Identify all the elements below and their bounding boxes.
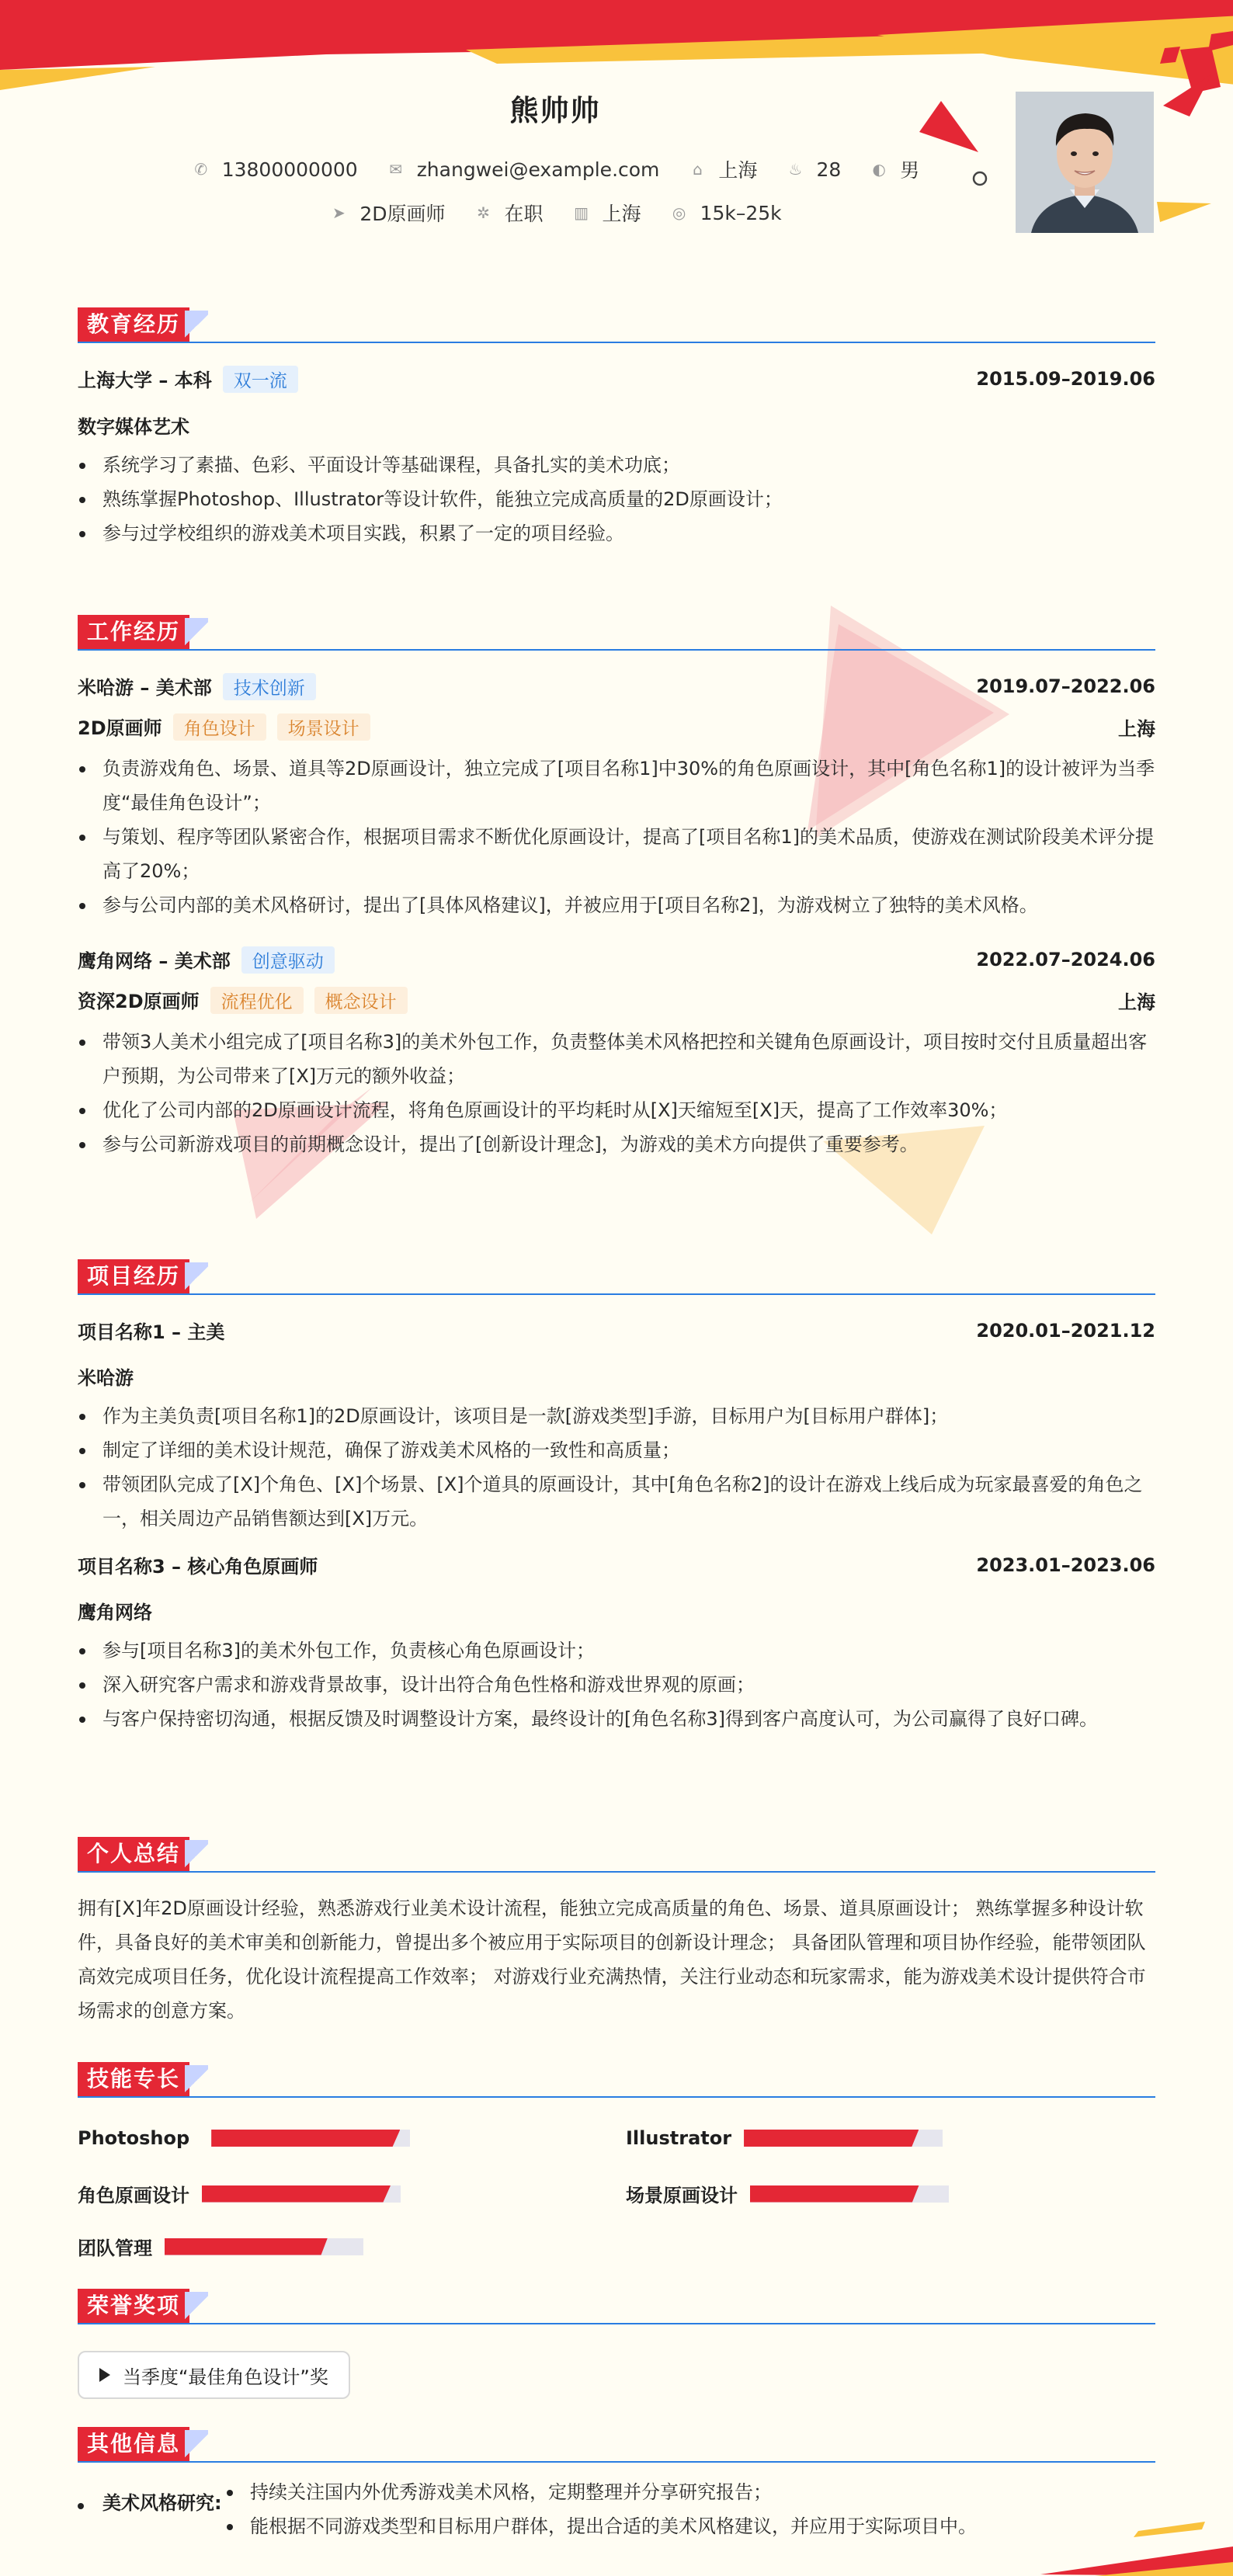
section-tail-decoration <box>185 618 208 649</box>
school-name: 上海大学 – 本科 <box>78 370 212 391</box>
company-tag: 技术创新 <box>223 673 316 700</box>
other-section <box>78 2427 1155 2543</box>
skill-name: 场景原画设计 <box>626 2185 738 2206</box>
list-item: 持续关注国内外优秀游戏美术风格，定期整理并分享研究报告； <box>225 2475 1155 2509</box>
loading-icon: ✲ <box>477 203 490 222</box>
work-bullets <box>78 752 1155 922</box>
education-row <box>78 365 1155 393</box>
list-item: 优化了公司内部的2D原画设计流程，将角色原画设计的平均耗时从[X]天缩短至[X]天，提高了工作效率30%； <box>78 1093 1155 1127</box>
candidate-name: 熊帅帅 <box>509 94 601 127</box>
school-tag: 双一流 <box>223 366 298 393</box>
email-info: ✉ zhangwei@example.com <box>386 158 660 181</box>
building-icon: ▥ <box>574 203 589 222</box>
section-divider <box>78 2096 1155 2098</box>
skill-name: 团队管理 <box>78 2238 152 2259</box>
list-item: 参与公司新游戏项目的前期概念设计，提出了[创新设计理念]，为游戏的美术方向提供了重要参考。 <box>78 1127 1155 1161</box>
list-item: 与策划、程序等团队紧密合作，根据项目需求不断优化原画设计，提高了[项目名称1]的美术品质，使游戏在测试阶段美术评分提高了20%； <box>78 820 1155 888</box>
work-bullets <box>78 1025 1155 1161</box>
company-name: 米哈游 – 美术部 <box>78 677 212 699</box>
work-item <box>78 946 1155 1161</box>
section-header <box>78 1837 1155 1873</box>
other-bullets <box>225 2475 1155 2543</box>
skill-bar <box>165 2238 363 2255</box>
project-date: 2023.01–2023.06 <box>976 1554 1155 1576</box>
list-item: 带领3人美术小组完成了[项目名称3]的美术外包工作，负责整体美术风格把控和关键角色原画设计，项目按时交付且质量超出客户预期，为公司带来了[X]万元的额外收益； <box>78 1025 1155 1093</box>
section-tail-decoration <box>185 311 208 342</box>
section-title: 教育经历 <box>78 307 189 342</box>
section-divider <box>78 1871 1155 1873</box>
position-info: ➤ 2D原画师 <box>328 199 445 227</box>
avatar <box>1016 92 1154 233</box>
cake-icon: ♨ <box>788 160 803 179</box>
section-header <box>78 1259 1155 1295</box>
projects-section <box>78 1259 1155 1736</box>
section-divider <box>78 2461 1155 2463</box>
project-bullets <box>78 1633 1155 1736</box>
other-label: 美术风格研究: <box>102 2492 222 2514</box>
city-info: ⌂ 上海 <box>687 155 757 183</box>
section-divider <box>78 2323 1155 2324</box>
awards-section <box>78 2289 1155 2397</box>
list-item: 参与过学校组织的游戏美术项目实践，积累了一定的项目经验。 <box>78 516 1155 550</box>
role-tag: 角色设计 <box>173 713 266 741</box>
work-section <box>78 615 1155 1161</box>
skill-item <box>78 2180 401 2207</box>
role-tag: 流程优化 <box>210 987 304 1014</box>
major: 数字媒体艺术 <box>78 416 189 438</box>
list-item: 与客户保持密切沟通，根据反馈及时调整设计方案，最终设计的[角色名称3]得到客户高度认可，为公司赢得了良好口碑。 <box>78 1702 1155 1736</box>
play-icon <box>99 2368 110 2382</box>
section-title: 技能专长 <box>78 2062 189 2096</box>
status-info: ✲ 在职 <box>474 199 544 227</box>
skill-name: Illustrator <box>626 2127 732 2149</box>
skill-item <box>626 2180 949 2207</box>
summary-text: 拥有[X]年2D原画设计经验，熟悉游戏行业美术设计流程，能独立完成高质量的角色、场景、道具原画设计； 熟练掌握多种设计软件，具备良好的美术审美和创新能力，曾提出多个被应用于实际项目的创新设计理念； 具备团队管理和项目协作经验，能带领团队高效完成项目任务，优化设计流程提高工作效率； 对游戏行业充满热情，关注行业动态和玩家需求，能为游戏美术设计提供符合市场需求的创意方案。 <box>78 1897 1146 2022</box>
list-item: 负责游戏角色、场景、道具等2D原画设计，独立完成了[项目名称1]中30%的角色原画设计，其中[角色名称1]的设计被评为当季度“最佳角色设计”； <box>78 752 1155 820</box>
role-tag: 场景设计 <box>277 713 370 741</box>
skill-bar-fill <box>211 2130 400 2147</box>
gender-icon: ◐ <box>872 160 886 179</box>
project-title: 项目名称1 – 主美 <box>78 1321 225 1343</box>
mail-icon: ✉ <box>389 160 403 179</box>
section-header <box>78 615 1155 651</box>
job-role: 资深2D原画师 <box>78 991 200 1012</box>
project-item <box>78 1317 1155 1536</box>
section-title: 项目经历 <box>78 1259 189 1293</box>
list-item: 参与公司内部的美术风格研讨，提出了[具体风格建议]，并被应用于[项目名称2]，为游戏树立了独特的美术风格。 <box>78 888 1155 922</box>
summary-section <box>78 1837 1155 2028</box>
company-tag: 创意驱动 <box>241 946 335 974</box>
company-name: 鹰角网络 – 美术部 <box>78 950 231 972</box>
send-icon: ➤ <box>332 203 346 222</box>
work-location: 上海 <box>1118 717 1155 740</box>
section-divider <box>78 649 1155 651</box>
project-date: 2020.01–2021.12 <box>976 1319 1155 1342</box>
education-section <box>78 307 1155 550</box>
age-info: ♨ 28 <box>785 158 841 181</box>
project-company: 米哈游 <box>78 1367 134 1389</box>
work-date: 2022.07–2024.06 <box>976 949 1155 970</box>
skill-bar <box>211 2130 410 2147</box>
project-item <box>78 1551 1155 1736</box>
skills-section <box>78 2062 1155 2259</box>
salary-info: ◎ 15k–25k <box>669 202 782 224</box>
section-divider <box>78 342 1155 343</box>
gender-info: ◐ 男 <box>869 155 919 183</box>
work-date: 2019.07–2022.06 <box>976 675 1155 697</box>
award-label: 当季度“最佳角色设计”奖 <box>123 2366 328 2388</box>
section-tail-decoration <box>185 1840 208 1871</box>
list-item: 作为主美负责[项目名称1]的2D原画设计，该项目是一款[游戏类型]手游，目标用户为[目标用户群体]； <box>78 1399 1155 1433</box>
section-tail-decoration <box>185 2430 208 2461</box>
education-bullets <box>78 448 1155 550</box>
skill-item <box>626 2127 943 2149</box>
job-intent-row <box>78 199 1033 227</box>
project-company: 鹰角网络 <box>78 1602 152 1623</box>
bullet-dot <box>78 2503 84 2509</box>
section-header <box>78 2289 1155 2324</box>
project-bullets <box>78 1399 1155 1536</box>
list-item: 系统学习了素描、色彩、平面设计等基础课程，具备扎实的美术功底； <box>78 448 1155 482</box>
home-icon: ⌂ <box>693 160 703 179</box>
section-tail-decoration <box>185 1262 208 1293</box>
money-icon: ◎ <box>672 203 686 222</box>
phone-info: ✆ 13800000000 <box>191 158 358 181</box>
list-item: 制定了详细的美术设计规范，确保了游戏美术风格的一致性和高质量； <box>78 1433 1155 1467</box>
skill-bar-fill <box>165 2238 328 2255</box>
role-tag: 概念设计 <box>314 987 408 1014</box>
skill-bar <box>744 2130 943 2147</box>
list-item: 能根据不同游戏类型和目标用户群体，提出合适的美术风格建议，并应用于实际项目中。 <box>225 2509 1155 2543</box>
portrait-image <box>1016 92 1154 233</box>
section-title: 荣誉奖项 <box>78 2289 189 2323</box>
list-item: 熟练掌握Photoshop、Illustrator等设计软件，能独立完成高质量的2D原画设计； <box>78 482 1155 516</box>
section-header <box>78 2062 1155 2098</box>
skill-bar-fill <box>744 2130 919 2147</box>
list-item: 参与[项目名称3]的美术外包工作，负责核心角色原画设计； <box>78 1633 1155 1668</box>
contact-row <box>78 155 1033 183</box>
work-item <box>78 672 1155 922</box>
section-header <box>78 307 1155 343</box>
section-title: 工作经历 <box>78 615 189 649</box>
other-item <box>78 2475 1155 2543</box>
skill-bar <box>202 2185 401 2203</box>
phone-icon: ✆ <box>194 160 208 179</box>
skill-item <box>78 2127 410 2149</box>
education-date: 2015.09–2019.06 <box>976 368 1155 390</box>
section-title: 其他信息 <box>78 2427 189 2461</box>
list-item: 带领团队完成了[X]个角色、[X]个场景、[X]个道具的原画设计，其中[角色名称2]的设计在游戏上线后成为玩家最喜爱的角色之一，相关周边产品销售额达到[X]万元。 <box>78 1467 1155 1536</box>
project-title: 项目名称3 – 核心角色原画师 <box>78 1556 318 1578</box>
section-tail-decoration <box>185 2065 208 2096</box>
section-divider <box>78 1293 1155 1295</box>
skill-bar-fill <box>202 2185 391 2203</box>
work-city-info: ▥ 上海 <box>571 199 641 227</box>
section-header <box>78 2427 1155 2463</box>
skill-name: 角色原画设计 <box>78 2185 189 2206</box>
job-role: 2D原画师 <box>78 717 162 739</box>
skill-item <box>78 2233 363 2260</box>
skill-name: Photoshop <box>78 2127 190 2149</box>
section-title: 个人总结 <box>78 1837 189 1871</box>
award-badge <box>78 2351 350 2399</box>
skill-bar-fill <box>750 2185 919 2203</box>
work-location: 上海 <box>1118 991 1155 1013</box>
list-item: 深入研究客户需求和游戏背景故事，设计出符合角色性格和游戏世界观的原画； <box>78 1668 1155 1702</box>
section-tail-decoration <box>185 2292 208 2323</box>
skill-bar <box>750 2185 949 2203</box>
